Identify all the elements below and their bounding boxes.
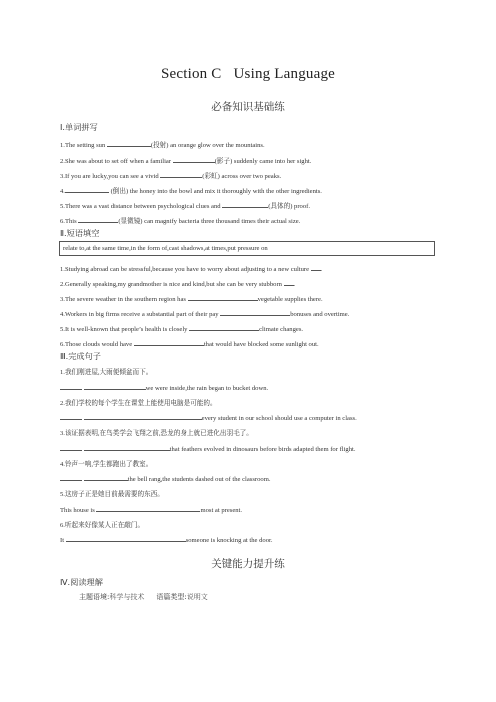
part3-item-5: This house is most at present. [60, 504, 242, 514]
phrase-bank-box: relate to,at the same time,in the form of,cast shadows,at times,put pressure on [59, 241, 435, 256]
type-label: 语篇类型: [156, 593, 187, 601]
part3-item-6: It someone is knocking at the door. [60, 534, 273, 544]
answer-blank[interactable] [134, 338, 204, 346]
part2-item-4: 4.Workers in big firms receive a substantial part of their pay bonuses and overtime. [60, 308, 349, 318]
answer-blank[interactable] [60, 382, 82, 390]
part1-item-4: 4. (倒出) the honey into the bowl and mix it thoroughly with the other ingredients. [60, 185, 322, 195]
part3-item-1: we were inside,the rain began to bucket down. [60, 382, 268, 392]
answer-blank[interactable] [284, 278, 294, 286]
part1-item-3: 3.If you are lucky,you can see a vivid (彩虹) across over two peaks. [60, 170, 281, 180]
title-section: Section C [160, 66, 222, 82]
answer-blank[interactable] [84, 443, 170, 451]
part1-item-1: 1.The setting sun (投射) an orange glow over the mountains. [60, 139, 265, 149]
part2-item-2: 2.Generally speaking,my grandmother is nice and kind,but she can be very stubborn . [60, 278, 295, 288]
answer-blank[interactable] [65, 185, 109, 193]
part3-item-2-cn: 2.我们学校的每个学生在课堂上能使用电脑是可能的。 [60, 400, 217, 407]
part3-item-3-cn: 3.该证据表明,在鸟类学会飞翔之前,恐龙的身上就已进化出羽毛了。 [60, 430, 253, 437]
answer-blank[interactable] [84, 382, 146, 390]
part4-heading: Ⅳ.阅读理解 [60, 577, 103, 587]
answer-blank[interactable] [220, 308, 290, 316]
answer-blank[interactable] [222, 200, 268, 208]
part3-item-5-cn: 5.这房子正是她目前最需要的东西。 [60, 491, 164, 498]
part2-item-5: 5.It is well-known that people’s health is closely climate changes. [60, 323, 303, 333]
part1-heading: Ⅰ.单词拼写 [60, 122, 98, 132]
part3-item-1-cn: 1.我们刚进屋,大雨便倾盆而下。 [60, 369, 153, 376]
part2-heading: Ⅱ.短语填空 [60, 228, 100, 238]
answer-blank[interactable] [188, 293, 258, 301]
part3-item-2: every student in our school should use a computer in class. [60, 412, 357, 422]
part3-item-4: the bell rang,the students dashed out of the classroom. [60, 473, 271, 483]
passage-meta [79, 592, 208, 602]
answer-blank[interactable] [311, 263, 321, 271]
topic-value: 科学与技术 [109, 593, 145, 601]
answer-blank[interactable] [78, 215, 118, 223]
answer-blank[interactable] [84, 473, 128, 481]
answer-blank[interactable] [60, 443, 82, 451]
part2-item-1: 1.Studying abroad can be stressful,because you have to worry about adjusting to a new culture . [60, 263, 322, 273]
answer-blank[interactable] [60, 412, 82, 420]
answer-blank[interactable] [107, 139, 151, 147]
part1-item-6: 6.This (显微镜) can magnify bacteria three thousand times their actual size. [60, 215, 300, 225]
section-heading-basic: 必备知识基础练 [211, 101, 285, 113]
topic-label: 主题语境: [79, 593, 110, 601]
page-title [0, 66, 496, 83]
part1-item-2: 2.She was about to set off when a familiar (影子) suddenly came into her sight. [60, 155, 311, 165]
answer-blank[interactable] [60, 473, 82, 481]
part1-item-5: 5.There was a vast distance between psychological clues and (具体的) proof. [60, 200, 310, 210]
part2-item-3: 3.The severe weather in the southern region has vegetable supplies there. [60, 293, 323, 303]
answer-blank[interactable] [160, 170, 202, 178]
answer-blank[interactable] [66, 534, 186, 542]
answer-blank[interactable] [84, 412, 202, 420]
title-topic: Using Language [233, 66, 336, 82]
part2-item-6: 6.Those clouds would have that would have blocked some sunlight out. [60, 338, 319, 348]
part3-item-3: that feathers evolved in dinosaurs before birds adapted them for flight. [60, 443, 356, 453]
answer-blank[interactable] [96, 504, 200, 512]
part3-heading: Ⅲ.完成句子 [60, 351, 101, 361]
section-heading-ability: 关键能力提升练 [211, 558, 285, 570]
answer-blank[interactable] [173, 155, 215, 163]
type-value: 说明文 [186, 593, 208, 601]
part3-item-6-cn: 6.听起来好像某人正在敲门。 [60, 522, 145, 529]
answer-blank[interactable] [189, 323, 259, 331]
part3-item-4-cn: 4.铃声一响,学生都跑出了教室。 [60, 461, 153, 468]
